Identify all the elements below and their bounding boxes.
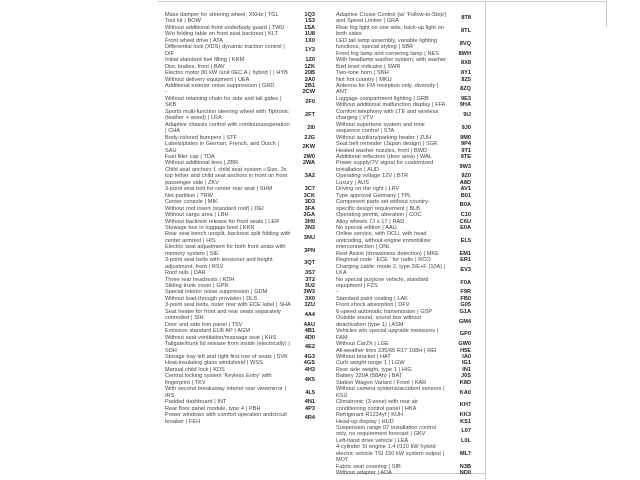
option-description: Without cargo area | LBH bbox=[165, 212, 229, 219]
option-code: GM4 bbox=[458, 318, 471, 325]
option-row bbox=[336, 264, 473, 277]
option-description: Differential lock (XDS) dynamic traction control | DIF bbox=[165, 44, 285, 57]
option-code: 2B1 bbox=[304, 82, 315, 89]
option-row bbox=[165, 167, 317, 186]
option-description: Regional code ' ECE ' for radio | RCO bbox=[336, 257, 431, 264]
option-code: 4P3 bbox=[305, 405, 315, 412]
option-description: W/o folding table on front seat backrest | KLT bbox=[165, 31, 279, 38]
option-row bbox=[336, 199, 473, 212]
option-code: 2F0 bbox=[305, 99, 315, 106]
option-code: 3FA bbox=[304, 205, 315, 212]
option-code: 3N3 bbox=[304, 224, 315, 231]
option-row bbox=[165, 373, 317, 386]
option-code: 2WA bbox=[302, 160, 315, 167]
option-description: Disc brakes, front | BAV bbox=[165, 63, 225, 70]
option-description: Roof rails | DAR bbox=[165, 270, 206, 277]
option-row bbox=[336, 315, 473, 328]
option-description: Outside sound, sound box without deactivation (type 1) | ASM bbox=[336, 315, 422, 328]
option-code: EM1 bbox=[459, 250, 471, 257]
option-description: Without roof insert (standard roof) | DEI bbox=[165, 205, 264, 212]
option-description: Two-tone horn | SNH bbox=[336, 70, 389, 77]
options-column-right bbox=[336, 12, 473, 477]
option-code: 3U2 bbox=[304, 283, 315, 290]
option-description: Without backrest release for front seats | LER bbox=[165, 218, 280, 225]
option-code: ML7 bbox=[459, 450, 471, 457]
option-description: Net partition | TRW bbox=[165, 192, 213, 199]
option-description: Power supply/TV signal for customized installation | AUD bbox=[336, 160, 434, 173]
option-description: 6-speed automatic transmission | GSP bbox=[336, 308, 433, 315]
option-description: Three rear headrests | KDH bbox=[165, 276, 235, 283]
option-description: - bbox=[336, 289, 338, 296]
option-description: Without seat ventilation/massage seat | KHS bbox=[165, 334, 277, 341]
option-code: 4H3 bbox=[304, 366, 315, 373]
option-code: 4GS bbox=[303, 360, 315, 367]
option-code: GP0 bbox=[459, 331, 471, 338]
option-row bbox=[165, 44, 317, 57]
option-row bbox=[336, 328, 473, 341]
option-description: Component parts set without country-specific design requirement | BLB bbox=[336, 199, 430, 212]
option-code: 4E2 bbox=[305, 344, 315, 351]
option-code: 8TL bbox=[461, 28, 471, 35]
option-description: Mass damper for steering wheel, XXHz | TGL bbox=[165, 12, 279, 18]
option-description: Head-up display | HUD bbox=[336, 418, 394, 425]
option-code: KS1 bbox=[460, 418, 471, 425]
option-code: 4A4 bbox=[304, 312, 315, 319]
option-description: 3-point seat belt for center rear seat | SHM bbox=[165, 186, 273, 193]
option-code: 4D0 bbox=[304, 334, 315, 341]
option-code: 4L5 bbox=[305, 389, 315, 396]
option-code: 2CW bbox=[302, 89, 315, 96]
option-description: Luxury | AUS bbox=[336, 179, 369, 186]
option-code: 1S3 bbox=[305, 18, 315, 25]
option-code: KA0 bbox=[459, 389, 471, 396]
option-code: 1Z0 bbox=[305, 57, 315, 64]
option-description: Without additional malfunction display | FFA bbox=[336, 102, 446, 109]
option-description: 3-point seat belts, outer rear with ECE label | SHA bbox=[165, 302, 291, 309]
option-description: Without auxiliary/parking heater | ZUH bbox=[336, 134, 432, 141]
option-code: 9J0 bbox=[461, 124, 471, 131]
option-description: Central locking system 'Keyless Entry' with fingerprint | TKV bbox=[165, 373, 272, 386]
option-code: 9Z0 bbox=[461, 173, 471, 180]
option-description: Fuel filler cap | TDA bbox=[165, 153, 215, 160]
option-description: Fabric seat covering | SIB bbox=[336, 463, 401, 470]
option-description: Without bracket | HAT bbox=[336, 354, 391, 361]
option-description: 4-cylinder SI engine 1.4 l/110 kW hybrid electric vehicle TSI 150 kW system output | MOT bbox=[336, 444, 445, 464]
option-code: 8VQ bbox=[459, 41, 471, 48]
option-description: Special interior noise suppression | GDM bbox=[165, 289, 268, 296]
option-description: Heated washer nozzles, front | BWD bbox=[336, 147, 428, 154]
option-code: 1Y3 bbox=[305, 47, 315, 54]
option-code: 1SA bbox=[304, 24, 315, 31]
option-row bbox=[165, 96, 317, 109]
option-row bbox=[336, 386, 473, 399]
option-code: 9E3 bbox=[461, 95, 471, 102]
option-code: 9TE bbox=[460, 153, 471, 160]
option-description: Stowage box in luggage boot | KKR bbox=[165, 224, 255, 231]
option-description: Door and side trim panel | TSV bbox=[165, 321, 243, 328]
option-description: Not hot country | MKU bbox=[336, 76, 392, 83]
option-description: - bbox=[165, 89, 167, 96]
option-code: A8D bbox=[459, 179, 471, 186]
option-description: Type approval Germany | TPL bbox=[336, 192, 412, 199]
option-description: With second breakaway interior rear viewmirror | IRS bbox=[165, 386, 287, 399]
option-code: 4N1 bbox=[304, 399, 315, 406]
options-column-left bbox=[165, 12, 317, 425]
option-code: 1Q3 bbox=[304, 12, 315, 18]
option-description: No special edition | AAU bbox=[336, 224, 397, 231]
option-description: Suspension range 07 installation control only, no requirement forecast | GKV bbox=[336, 425, 436, 438]
option-description: Center console | MIK bbox=[165, 199, 218, 206]
option-row bbox=[165, 309, 317, 322]
option-code: 3H0 bbox=[304, 218, 315, 225]
option-description: Operating permit, alteration | COC bbox=[336, 212, 422, 219]
option-code: 9HA bbox=[459, 102, 471, 109]
option-code: H5E bbox=[460, 347, 471, 354]
option-code: 3CK bbox=[303, 192, 315, 199]
option-code: 1ZK bbox=[304, 63, 315, 70]
option-row bbox=[336, 25, 473, 38]
option-row bbox=[165, 244, 317, 257]
option-code: 2W0 bbox=[303, 153, 315, 160]
option-row bbox=[336, 38, 473, 51]
option-code: F0A bbox=[460, 279, 471, 286]
option-code: 3ZU bbox=[304, 302, 315, 309]
option-description: Online service, with OCU, with head unitcoding, without engine immobilizer interconnection | ONL bbox=[336, 231, 432, 251]
option-code: 4R4 bbox=[304, 415, 315, 422]
option-code: 20B bbox=[304, 70, 315, 77]
option-description: Child seat anchors f. child seat system i-Size, 2x top tether and child seat anchors in front on front passenger side | ZKV bbox=[165, 166, 288, 186]
option-description: All-weather tires 235/65 R17 108H | REI bbox=[336, 347, 437, 354]
option-row bbox=[336, 160, 473, 173]
option-description: Sliding trunk cover | GPR bbox=[165, 283, 229, 290]
option-code: 1U8 bbox=[304, 31, 315, 38]
option-code: G05 bbox=[460, 302, 471, 309]
option-description: Vehicles w/o special upgrade measures | FAM bbox=[336, 328, 439, 341]
option-description: Antenna for FM reception only, diversity | ANT bbox=[336, 82, 439, 96]
table-border-vertical bbox=[485, 1, 486, 479]
option-code: F9R bbox=[460, 289, 471, 296]
option-code: AV1 bbox=[460, 186, 471, 193]
option-description: Body-colored bumpers | STF bbox=[165, 134, 238, 141]
option-code: 8Z5 bbox=[461, 76, 471, 83]
option-code: GW0 bbox=[458, 341, 471, 348]
option-description: Seat heater for front and rear seats separately controlled | SIH bbox=[165, 308, 281, 322]
option-row bbox=[336, 470, 473, 476]
option-description: Front shock absorption | DFV bbox=[336, 302, 410, 309]
option-code: 2A0 bbox=[304, 76, 315, 83]
option-code: IA0 bbox=[462, 354, 471, 361]
option-description: Refrigerant R1234yf | KUH bbox=[336, 412, 404, 419]
option-code: 2FT bbox=[305, 112, 315, 119]
option-code: 9IJ bbox=[463, 112, 471, 119]
option-description: Standard paint coating | LAK bbox=[336, 295, 408, 302]
option-code: ER1 bbox=[460, 257, 471, 264]
option-row bbox=[336, 444, 473, 463]
option-code: 8Y1 bbox=[461, 70, 471, 77]
option-description: Climatronic (3-zone) with rear air conditioning control panel | HKA bbox=[336, 399, 418, 412]
option-code: 9W3 bbox=[459, 163, 471, 170]
option-row bbox=[336, 277, 473, 290]
option-code: 9T1 bbox=[461, 147, 471, 154]
option-description: Adaptive chassis control with continuousoperation | CHA bbox=[165, 121, 290, 135]
option-description: Emission standard EU6 AP | AGM bbox=[165, 328, 251, 335]
option-description: Rear fog light on one side, back-up light on both sides bbox=[336, 24, 444, 38]
option-code: C6U bbox=[459, 218, 471, 225]
option-code: 8ZQ bbox=[460, 86, 471, 93]
option-row bbox=[165, 412, 317, 425]
option-code: K8D bbox=[459, 379, 471, 386]
option-code: 4B1 bbox=[304, 328, 315, 335]
option-description: Without camera systems/accident sensors | KSU bbox=[336, 386, 445, 399]
option-code: KK3 bbox=[459, 412, 471, 419]
option-code: IG1 bbox=[461, 360, 471, 367]
option-description: Rest Assist (drowsiness detection) | MKE bbox=[336, 250, 439, 257]
option-row bbox=[165, 231, 317, 244]
option-code: L0L bbox=[461, 437, 471, 444]
option-code: B0A bbox=[459, 202, 471, 209]
option-description: Without supertone system and tone sequence control | STA bbox=[336, 121, 425, 135]
option-code: 3D3 bbox=[304, 199, 315, 206]
option-description: Rear seat bench unsplit, backrest split folding with center armrest | HIS bbox=[165, 231, 291, 244]
option-code: 3NU bbox=[303, 234, 315, 241]
option-description: Additional reflectors (door area) | WAL bbox=[336, 153, 432, 160]
option-code: 9P4 bbox=[461, 141, 471, 148]
option-description: Curb weight range 1 | LGW bbox=[336, 360, 405, 367]
option-code: FB0 bbox=[460, 295, 471, 302]
option-description: Rear floor panel module, type 4 | PBH bbox=[165, 405, 261, 412]
option-description: Driving on the right | LRV bbox=[336, 186, 400, 193]
option-code: IN1 bbox=[462, 366, 471, 373]
option-row bbox=[336, 12, 473, 25]
option-description: Heat-insulating glass windshield | WSS bbox=[165, 360, 263, 367]
option-description: Charging cable: mode 2, type 2/E+F (10A) | LKA bbox=[336, 263, 446, 277]
option-row bbox=[165, 109, 317, 122]
option-row bbox=[165, 386, 317, 399]
option-code: 3W3 bbox=[303, 289, 315, 296]
option-description: Sports multi-function steering wheel with Tiptronic (leather + wood) | LRA bbox=[165, 108, 289, 122]
option-code: E0A bbox=[460, 224, 471, 231]
option-description: Without retaining chain for side and tail gates | SKB bbox=[165, 95, 282, 109]
option-description: Seat belt reminder (Japan design) | SGK bbox=[336, 141, 438, 148]
option-description: Left-hand drive vehicle | LEA bbox=[336, 437, 409, 444]
option-description: Padded dashboard | INT bbox=[165, 399, 227, 406]
option-row bbox=[336, 425, 473, 438]
option-description: 3-point seat belts with tensioner and height adjustment, front | RSV bbox=[165, 257, 273, 270]
option-description: Adaptive Cruise Control (w/ 'Follow-to-Stop') and Speed Limiter | GRA bbox=[336, 12, 447, 25]
option-description: Storage tray left and right first row of seats | SVK bbox=[165, 354, 288, 361]
option-code: C10 bbox=[460, 212, 471, 219]
option-description: Manual child lock | KDS bbox=[165, 366, 225, 373]
option-row bbox=[165, 122, 317, 135]
option-code: 4K5 bbox=[304, 376, 315, 383]
option-description: Tailgate/trunk lid release from inside (electrically) | SDH bbox=[165, 341, 290, 354]
option-description: Additional exterior noise suppression | GRD bbox=[165, 82, 275, 89]
option-description: No special purpose vehicle, standard equipment | FZS bbox=[336, 276, 429, 290]
option-description: Front wheel drive | ATA bbox=[165, 37, 224, 44]
option-code: 2JG bbox=[304, 134, 315, 141]
option-description: Without adapter | ADA bbox=[336, 470, 392, 477]
option-code: 3S7 bbox=[305, 270, 315, 277]
option-description: Without additional tires | ZBR bbox=[165, 160, 239, 167]
option-description: Initial standard fuel filling | KRM bbox=[165, 57, 245, 64]
option-row bbox=[336, 399, 473, 412]
option-row bbox=[336, 109, 473, 122]
option-description: LED tail lamp assembly, variable lighting functions, special styling | SBR bbox=[336, 37, 438, 51]
option-description: Operating voltage 12V | BTR bbox=[336, 173, 409, 180]
option-code: KH7 bbox=[459, 402, 471, 409]
option-description: Without Car2X | LGE bbox=[336, 341, 389, 348]
option-description: Battery 320A (58Ah) | BAT bbox=[336, 373, 403, 380]
table-border-top-right bbox=[606, 0, 607, 27]
option-description: Rear axle weight, type 1 | HIG bbox=[336, 366, 412, 373]
option-code: EL5 bbox=[460, 237, 471, 244]
option-code: L07 bbox=[461, 428, 471, 435]
option-code: 2I0 bbox=[307, 124, 315, 131]
option-code: N3B bbox=[459, 463, 471, 470]
option-code: 4AU bbox=[303, 321, 315, 328]
option-description: Without load-through provision | DLS bbox=[165, 295, 258, 302]
option-description: Electric motor 80 kW /unit 0EC.A ( hybrid ) | HYB bbox=[165, 70, 288, 77]
option-description: Without additional front underbody guard | TWU bbox=[165, 24, 285, 31]
option-code: 3QT bbox=[304, 260, 315, 267]
option-code: 3A2 bbox=[304, 173, 315, 180]
option-row bbox=[336, 122, 473, 135]
option-description: Power windows with comfort operation andcircuit breaker | FEH bbox=[165, 412, 287, 425]
option-code: EV3 bbox=[460, 266, 471, 273]
option-code: ND0 bbox=[459, 470, 471, 477]
option-code: 8T8 bbox=[461, 15, 471, 22]
option-description: Electric seat adjustment for both front seats with memory system | SIE bbox=[165, 244, 286, 257]
option-row bbox=[336, 231, 473, 250]
option-code: 9M0 bbox=[460, 134, 471, 141]
option-row bbox=[165, 341, 317, 354]
option-code: 8X8 bbox=[461, 60, 471, 67]
option-code: J0S bbox=[461, 373, 471, 380]
option-description: Without delivery equipment | UEA bbox=[165, 76, 250, 83]
option-code: 3X0 bbox=[305, 295, 315, 302]
option-row bbox=[165, 257, 317, 270]
option-description: Station Wagon Variant / Front | KAR bbox=[336, 379, 427, 386]
option-description: Tool kit | BOW bbox=[165, 18, 201, 25]
option-code: 3T2 bbox=[305, 276, 315, 283]
option-description: Luggage compartment lighting | GRB bbox=[336, 95, 429, 102]
option-row bbox=[336, 57, 473, 70]
option-description: Alloy wheels 7J x 17 | RAD bbox=[336, 218, 405, 225]
option-code: 8WH bbox=[458, 50, 471, 57]
option-row bbox=[336, 83, 473, 96]
option-description: Comfort telephony with LTE and wireless charging | VTV bbox=[336, 108, 439, 122]
table-border-top bbox=[158, 1, 607, 2]
option-code: 3PN bbox=[304, 247, 315, 254]
option-description: With headlamp washer system, with washer fluid level indicator | SWR bbox=[336, 57, 446, 70]
option-row bbox=[165, 141, 317, 154]
option-description: Labels/plates in German, French, and Dutch | SAU bbox=[165, 141, 279, 154]
option-code: 4G3 bbox=[304, 354, 315, 361]
option-code: B01 bbox=[460, 192, 471, 199]
option-code: 1X0 bbox=[305, 37, 315, 44]
option-code: 2KW bbox=[302, 144, 315, 151]
option-code: 3C7 bbox=[304, 186, 315, 193]
option-code: 3GA bbox=[303, 212, 315, 219]
option-description: Front fog lamp and cornering lamp | NES bbox=[336, 50, 439, 57]
option-code: G1A bbox=[459, 308, 471, 315]
